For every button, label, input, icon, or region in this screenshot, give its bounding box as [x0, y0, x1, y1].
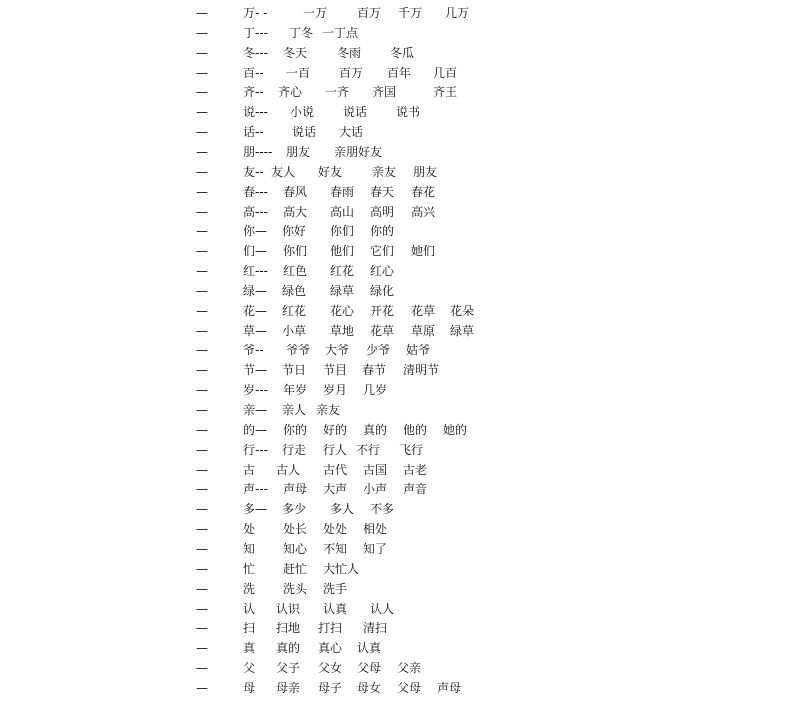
word-item: 真心: [318, 641, 343, 655]
head-character: 知: [243, 542, 256, 556]
word-item: 朋友: [413, 165, 438, 179]
word-item: 小草: [282, 324, 307, 338]
word-item: 朋友: [286, 145, 311, 159]
list-marker: —: [196, 145, 208, 159]
list-marker: —: [196, 224, 208, 238]
word-item: 红花: [330, 264, 355, 278]
word-item: 绿草: [330, 284, 355, 298]
word-item: 春风: [283, 185, 308, 199]
word-item: 高山: [330, 205, 355, 219]
head-character: 岁---: [243, 383, 268, 397]
list-item: [0, 66, 800, 80]
word-item: 草原: [411, 324, 436, 338]
word-item: 认真: [357, 641, 382, 655]
word-item: 花心: [330, 304, 355, 318]
word-item: 绿草: [450, 324, 475, 338]
word-item: 扫地: [276, 621, 301, 635]
list-marker: —: [196, 244, 208, 258]
word-item: 亲友: [316, 403, 341, 417]
list-marker: —: [196, 403, 208, 417]
word-item: 父亲: [397, 661, 422, 675]
head-character: 行---: [243, 443, 268, 457]
word-item: 你的: [283, 423, 308, 437]
word-item: 多少: [282, 502, 307, 516]
list-marker: —: [196, 125, 208, 139]
word-item: 你们: [330, 224, 355, 238]
word-item: 相处: [363, 522, 388, 536]
word-item: 好的: [323, 423, 348, 437]
word-item: 古国: [363, 463, 388, 477]
word-item: 绿化: [370, 284, 395, 298]
word-item: 大话: [339, 125, 364, 139]
head-character: 你—: [243, 224, 268, 238]
word-item: 绿色: [282, 284, 307, 298]
word-item: 齐国: [372, 85, 397, 99]
head-character: 母: [243, 681, 256, 695]
word-item: 打扫: [318, 621, 343, 635]
list-item: [0, 522, 800, 536]
word-item: 年岁: [283, 383, 308, 397]
word-item: 千万: [398, 6, 423, 20]
word-item: 亲友: [372, 165, 397, 179]
list-marker: —: [196, 502, 208, 516]
list-item: [0, 85, 800, 99]
word-item: 真的: [276, 641, 301, 655]
list-item: [0, 681, 800, 695]
head-character: 话--: [243, 125, 264, 139]
list-item: [0, 185, 800, 199]
list-marker: —: [196, 463, 208, 477]
word-item: 你的: [370, 224, 395, 238]
list-marker: —: [196, 304, 208, 318]
word-item: 不行: [356, 443, 381, 457]
word-item: 说话: [343, 105, 368, 119]
word-item: 母亲: [276, 681, 301, 695]
head-character: 洗: [243, 582, 256, 596]
list-item: [0, 205, 800, 219]
list-item: [0, 244, 800, 258]
head-character: 绿—: [243, 284, 268, 298]
list-marker: —: [196, 26, 208, 40]
head-character: 扫: [243, 621, 256, 635]
word-item: 几岁: [363, 383, 388, 397]
word-item: 节日: [282, 363, 307, 377]
word-item: 少爷: [366, 343, 391, 357]
list-item: [0, 383, 800, 397]
word-item: 亲人: [282, 403, 307, 417]
word-item: 开花: [370, 304, 395, 318]
list-item: [0, 661, 800, 675]
list-marker: —: [196, 284, 208, 298]
list-marker: —: [196, 185, 208, 199]
list-marker: —: [196, 661, 208, 675]
head-character: 亲—: [243, 403, 268, 417]
word-item: 姑爷: [406, 343, 431, 357]
list-item: [0, 582, 800, 596]
head-character: 草—: [243, 324, 268, 338]
list-item: [0, 621, 800, 635]
head-character: 红---: [243, 264, 268, 278]
word-item: 认人: [370, 602, 395, 616]
word-item: 洗手: [323, 582, 348, 596]
word-item: 她的: [443, 423, 468, 437]
word-item: 春花: [411, 185, 436, 199]
head-character: 说---: [243, 105, 268, 119]
word-item: 你好: [282, 224, 307, 238]
head-character: 们—: [243, 244, 268, 258]
word-item: 大忙人: [323, 562, 360, 576]
list-marker: —: [196, 383, 208, 397]
head-character: 处: [243, 522, 256, 536]
word-item: 说书: [396, 105, 421, 119]
word-item: 百万: [339, 66, 364, 80]
list-item: [0, 562, 800, 576]
word-item: 春节: [362, 363, 387, 377]
list-item: [0, 403, 800, 417]
head-character: 真: [243, 641, 256, 655]
word-item: 好友: [318, 165, 343, 179]
word-item: 一万: [303, 6, 328, 20]
list-marker: —: [196, 641, 208, 655]
head-character: 声---: [243, 482, 268, 496]
list-marker: —: [196, 423, 208, 437]
word-item: 齐王: [433, 85, 458, 99]
word-item: 父母: [357, 661, 382, 675]
word-item: 处处: [323, 522, 348, 536]
word-item: 真的: [363, 423, 388, 437]
word-item: 几万: [445, 6, 470, 20]
head-character: 万- -: [243, 6, 268, 20]
list-item: [0, 542, 800, 556]
word-item: 声母: [437, 681, 462, 695]
head-character: 花—: [243, 304, 268, 318]
list-item: [0, 602, 800, 616]
word-item: 声音: [403, 482, 428, 496]
list-marker: —: [196, 165, 208, 179]
word-item: 岁月: [323, 383, 348, 397]
word-item: 母女: [357, 681, 382, 695]
word-item: 古代: [323, 463, 348, 477]
list-item: [0, 145, 800, 159]
list-marker: —: [196, 324, 208, 338]
head-character: 齐--: [243, 85, 264, 99]
word-item: 一丁点: [322, 26, 359, 40]
word-item: 父母: [397, 681, 422, 695]
word-item: 草地: [330, 324, 355, 338]
list-marker: —: [196, 343, 208, 357]
list-item: [0, 284, 800, 298]
word-item: 春天: [370, 185, 395, 199]
word-item: 多人: [330, 502, 355, 516]
word-item: 你们: [283, 244, 308, 258]
list-item: [0, 304, 800, 318]
head-character: 友--: [243, 165, 264, 179]
word-item: 处长: [283, 522, 308, 536]
word-item: 百万: [357, 6, 382, 20]
word-item: 齐心: [278, 85, 303, 99]
list-item: [0, 224, 800, 238]
head-character: 认: [243, 602, 256, 616]
head-character: 春---: [243, 185, 268, 199]
list-item: [0, 264, 800, 278]
head-character: 忙: [243, 562, 256, 576]
word-item: 知了: [363, 542, 388, 556]
word-item: 红心: [370, 264, 395, 278]
head-character: 丁---: [243, 26, 268, 40]
list-marker: —: [196, 85, 208, 99]
list-marker: —: [196, 562, 208, 576]
word-item: 赶忙: [283, 562, 308, 576]
list-marker: —: [196, 522, 208, 536]
word-item: 认识: [276, 602, 301, 616]
list-item: [0, 423, 800, 437]
word-item: 冬天: [283, 46, 308, 60]
word-item: 清扫: [363, 621, 388, 635]
word-item: 花朵: [450, 304, 475, 318]
head-character: 多—: [243, 502, 268, 516]
word-item: 友人: [271, 165, 296, 179]
word-item: 几百: [433, 66, 458, 80]
word-item: 说话: [292, 125, 317, 139]
word-item: 古老: [403, 463, 428, 477]
list-item: [0, 26, 800, 40]
word-item: 高兴: [411, 205, 436, 219]
word-item: 古人: [276, 463, 301, 477]
word-item: 飞行: [399, 443, 424, 457]
word-item: 她们: [411, 244, 436, 258]
list-item: [0, 105, 800, 119]
list-marker: —: [196, 6, 208, 20]
head-character: 的—: [243, 423, 268, 437]
list-item: [0, 443, 800, 457]
word-item: 花草: [411, 304, 436, 318]
word-item: 小说: [290, 105, 315, 119]
word-item: 母子: [318, 681, 343, 695]
word-item: 亲朋好友: [334, 145, 383, 159]
word-item: 清明节: [403, 363, 440, 377]
list-marker: —: [196, 443, 208, 457]
word-item: 行走: [282, 443, 307, 457]
list-item: [0, 363, 800, 377]
word-item: 认真: [323, 602, 348, 616]
word-item: 春雨: [330, 185, 355, 199]
list-item: [0, 324, 800, 338]
word-item: 大爷: [325, 343, 350, 357]
head-character: 父: [243, 661, 256, 675]
list-marker: —: [196, 105, 208, 119]
word-item: 红色: [283, 264, 308, 278]
word-item: 他们: [330, 244, 355, 258]
word-item: 行人: [323, 443, 348, 457]
list-marker: —: [196, 46, 208, 60]
word-item: 百年: [387, 66, 412, 80]
word-item: 父子: [276, 661, 301, 675]
word-item: 丁冬: [289, 26, 314, 40]
list-marker: —: [196, 264, 208, 278]
list-item: [0, 125, 800, 139]
head-character: 朋----: [243, 145, 273, 159]
list-item: [0, 343, 800, 357]
head-character: 古: [243, 463, 256, 477]
word-item: 高明: [370, 205, 395, 219]
word-item: 知心: [283, 542, 308, 556]
word-item: 小声: [363, 482, 388, 496]
list-marker: —: [196, 621, 208, 635]
head-character: 高---: [243, 205, 268, 219]
word-item: 一齐: [325, 85, 350, 99]
list-item: [0, 641, 800, 655]
list-marker: —: [196, 66, 208, 80]
list-item: [0, 6, 800, 20]
list-item: [0, 46, 800, 60]
list-marker: —: [196, 482, 208, 496]
word-item: 声母: [283, 482, 308, 496]
word-item: 冬雨: [337, 46, 362, 60]
list-marker: —: [196, 681, 208, 695]
word-item: 一百: [286, 66, 311, 80]
list-marker: —: [196, 582, 208, 596]
word-item: 冬瓜: [390, 46, 415, 60]
word-item: 父女: [318, 661, 343, 675]
list-item: [0, 482, 800, 496]
list-marker: —: [196, 602, 208, 616]
word-item: 大声: [323, 482, 348, 496]
list-item: [0, 165, 800, 179]
word-item: 不多: [370, 502, 395, 516]
head-character: 百--: [243, 66, 264, 80]
word-item: 洗头: [283, 582, 308, 596]
word-item: 爷爷: [286, 343, 311, 357]
word-item: 它们: [370, 244, 395, 258]
word-item: 高大: [283, 205, 308, 219]
list-item: [0, 463, 800, 477]
word-item: 花草: [370, 324, 395, 338]
word-item: 不知: [323, 542, 348, 556]
word-item: 他的: [403, 423, 428, 437]
list-marker: —: [196, 205, 208, 219]
head-character: 节—: [243, 363, 268, 377]
head-character: 冬---: [243, 46, 268, 60]
head-character: 爷--: [243, 343, 264, 357]
list-marker: —: [196, 363, 208, 377]
list-marker: —: [196, 542, 208, 556]
word-item: 红花: [282, 304, 307, 318]
word-item: 节目: [323, 363, 348, 377]
list-item: [0, 502, 800, 516]
